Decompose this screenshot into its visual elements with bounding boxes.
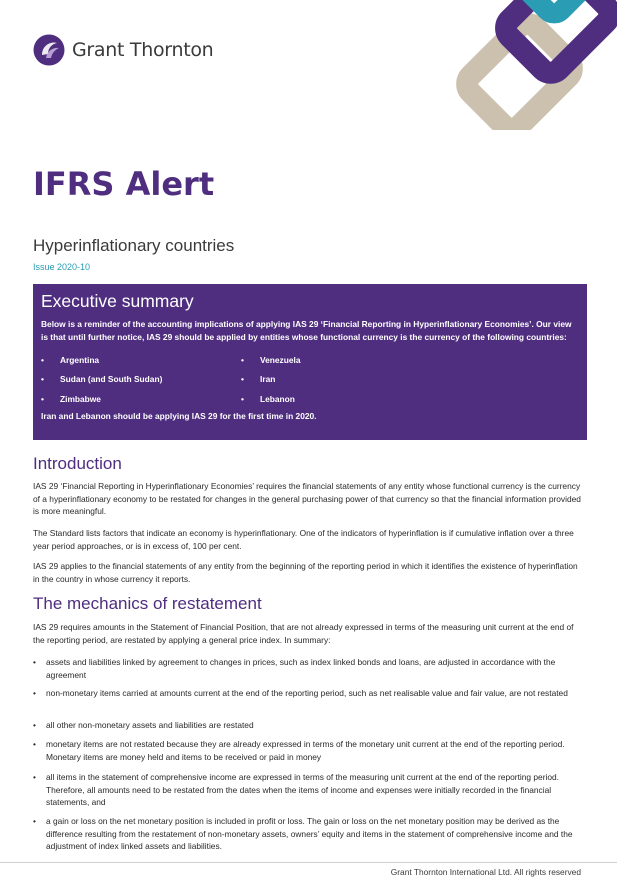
executive-summary-heading: Executive summary xyxy=(41,291,194,311)
bullet-icon: • xyxy=(33,688,36,698)
document-title: IFRS Alert xyxy=(33,165,215,203)
bullet-icon: • xyxy=(241,374,244,385)
introduction-paragraph-1: IAS 29 ‘Financial Reporting in Hyperinflationary Economies’ requires the financial statements of any entity whose functional currency is the currency of a hyperinflationary economy to be restated for changes in the general purchasing power of that currency so that the financial information provided is more meaningful. xyxy=(33,481,581,516)
logo-wordmark: Grant Thornton xyxy=(72,39,214,61)
mechanics-heading: The mechanics of restatement xyxy=(33,594,262,613)
bullet-icon: • xyxy=(33,772,36,782)
country-list xyxy=(41,350,579,409)
mechanics-intro: IAS 29 requires amounts in the Statement of Financial Position, that are not already expressed in terms of the measuring unit current at the end of the reporting period, are restated by applying a general price index. In summary: xyxy=(33,622,574,645)
list-item: • monetary items are not restated because they are already expressed in terms of the monetary unit current at the end of the reporting period. Monetary items are money held and items to be received or paid in money xyxy=(33,739,565,762)
list-item: • assets and liabilities linked by agreement to changes in prices, such as index linked bonds and loans, are adjusted in accordance with the agreement xyxy=(33,657,556,680)
bullet-icon: • xyxy=(33,739,36,749)
executive-summary-intro: Below is a reminder of the accounting implications of applying IAS 29 ‘Financial Reporting in Hyperinflationary Economies’. Our view is that until further notice, IAS 29 should be applied by entities whose functional currency is the currency of the following countries: xyxy=(41,319,572,342)
grant-thornton-logo xyxy=(33,34,213,66)
country-item: • Venezuela xyxy=(241,354,301,365)
issue-number: Issue 2020-10 xyxy=(33,262,91,272)
footer-copyright: Grant Thornton International Ltd. All rights reserved xyxy=(390,867,581,877)
bullet-icon: • xyxy=(41,393,44,404)
executive-summary-box xyxy=(33,284,587,440)
introduction-paragraph-3: IAS 29 applies to the financial statements of any entity from the beginning of the reporting period in which it identifies the existence of hyperinflation in the country in whose currency it reports. xyxy=(33,561,578,584)
list-item: • all other non-monetary assets and liabilities are restated xyxy=(33,720,254,730)
country-item: • Lebanon xyxy=(241,393,295,404)
country-item: • Iran xyxy=(241,374,276,385)
bullet-icon: • xyxy=(33,720,36,730)
bullet-icon: • xyxy=(33,657,36,667)
footer-divider xyxy=(0,862,617,863)
logo-mark-icon xyxy=(33,34,65,66)
bullet-icon: • xyxy=(33,816,36,826)
document-subtitle: Hyperinflationary countries xyxy=(33,236,235,255)
country-item: • Argentina xyxy=(41,354,100,365)
list-item: • a gain or loss on the net monetary position is included in profit or loss. The gain or loss on the net monetary position may be derived as the difference resulting from the restatement of non-monetary assets, owners’ equity and items in the statement of comprehensive income and the adjustment of index linked assets and liabilities. xyxy=(33,816,573,851)
introduction-paragraph-2: The Standard lists factors that indicate an economy is hyperinflationary. One of the indicators of hyperinflation is if cumulative inflation over a three year period approaches, or is in excess of, 100 per cent. xyxy=(33,528,574,551)
bullet-icon: • xyxy=(241,354,244,365)
list-item: • non-monetary items carried at amounts current at the end of the reporting period, such as net realisable value and fair value, are not restated xyxy=(33,688,568,698)
list-item: • all items in the statement of comprehensive income are expressed in terms of the measuring unit current at the end of the reporting period. Therefore, all amounts need to be restated from the dates when the items of income and expenses were initially recorded in the financial statements, and xyxy=(33,772,560,807)
bullet-icon: • xyxy=(41,354,44,365)
introduction-heading: Introduction xyxy=(33,454,122,473)
bullet-icon: • xyxy=(241,393,244,404)
country-item: • Zimbabwe xyxy=(41,393,101,404)
executive-summary-note: Iran and Lebanon should be applying IAS 29 for the first time in 2020. xyxy=(41,410,317,421)
country-item: • Sudan (and South Sudan) xyxy=(41,374,163,385)
decorative-chain-graphic xyxy=(430,0,617,130)
bullet-icon: • xyxy=(41,374,44,385)
